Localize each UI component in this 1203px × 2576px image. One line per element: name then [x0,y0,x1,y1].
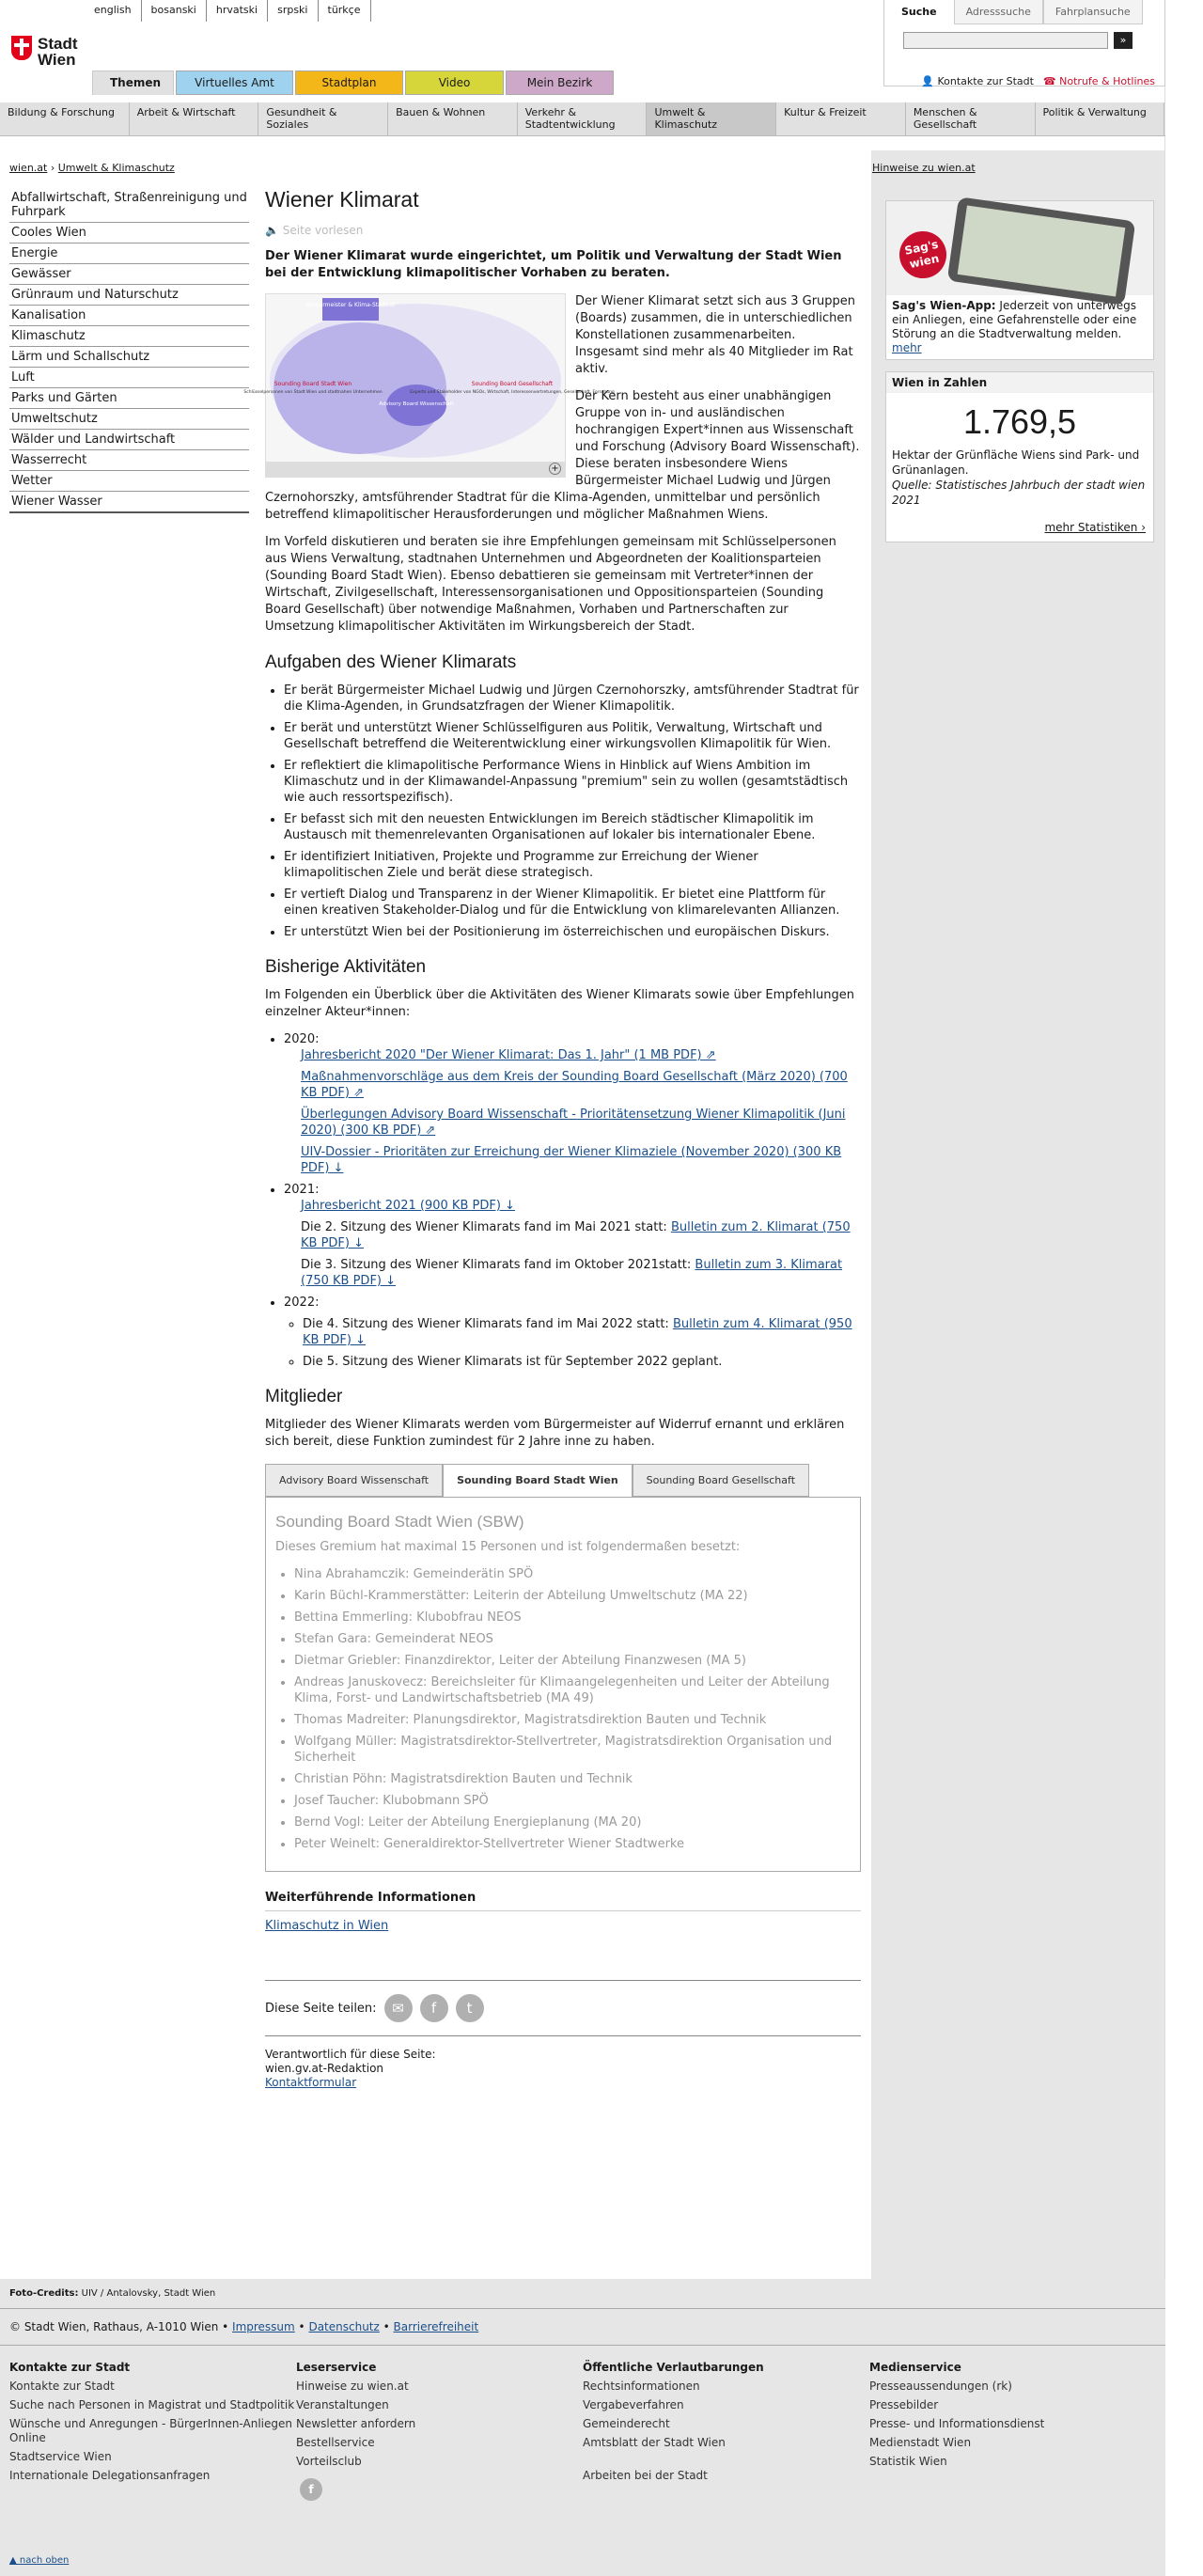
footer-col-title: Leserservice [296,2361,377,2374]
doc-link[interactable]: UIV-Dossier - Prioritäten zur Erreichung der Wiener Klimaziele (November 2020) (300 KB PDF) ↓ [301,1145,842,1175]
photo-credits [0,2279,1165,2309]
datenschutz-link[interactable]: Datenschutz [308,2320,380,2333]
session-4 [303,1316,861,1348]
tab-mein-bezirk[interactable]: Mein Bezirk [506,71,614,95]
doc-link[interactable]: Jahresbericht 2020 "Der Wiener Klimarat: Das 1. Jahr" (1 MB PDF) ⇗ [301,1048,716,1062]
year-label: 2022: [284,1296,320,1310]
list-item: • Er berät Bürgermeister Michael Ludwig und Jürgen Czernohorszky, amtsführender Stadtrat für die Klima-Agenden, in Grundsatzfragen der Wiener Klimapolitik. [284,683,861,715]
leftnav-item[interactable]: Umweltschutz [9,409,249,430]
nav-verkehr[interactable]: Verkehr & Stadtentwicklung [518,102,648,135]
kontakte-label: Kontakte zur Stadt [937,75,1034,87]
leftnav-item[interactable]: Wälder und Landwirtschaft [9,430,249,450]
footer-col-kontakte [9,2361,296,2505]
copyright-text: © Stadt Wien, Rathaus, A-1010 Wien • [9,2320,229,2333]
list-item: • Er vertieft Dialog und Transparenz in der Wiener Klimapolitik. Er bietet eine Plattform für einen kreativen Stakeholder-Dialog und für die Entwicklung von klimarelevanten Allianzen. [284,887,861,919]
panel-title: Sounding Board Stadt Wien (SBW) [275,1513,524,1531]
vorlesen-label: Seite vorlesen [282,224,364,237]
search-tab-fahrplansuche[interactable]: Fahrplansuche [1043,0,1143,24]
footer-spacer [583,2455,869,2464]
footer-link[interactable]: Vergabeverfahren [583,2398,684,2411]
list-item: • Er unterstützt Wien bei der Positionierung im österreichischen und europäischen Diskurs. [284,924,861,940]
breadcrumb-current[interactable]: Umwelt & Klimaschutz [57,162,175,174]
member-item: • Stefan Gara: Gemeinderat NEOS [294,1631,851,1647]
responsible-name: wien.gv.at-Redaktion [265,2062,384,2075]
tab-sounding-board-stadt[interactable]: Sounding Board Stadt Wien [443,1464,633,1497]
search-go-button[interactable]: » [1114,32,1133,49]
copyright-bar: © Stadt Wien, Rathaus, A-1010 Wien • Impressum • Datenschutz • Barrierefreiheit [0,2309,1165,2346]
nav-menschen[interactable]: Menschen & Gesellschaft [906,102,1036,135]
member-item: • Wolfgang Müller: Magistratsdirektor-Stellvertreter, Magistratsdirektion Organisation und Sicherheit [294,1734,851,1766]
right-column [885,200,1154,554]
year-2021 [284,1182,861,1289]
zoom-icon[interactable]: + [549,463,561,475]
list-item: • Er reflektiert die klimapolitische Performance Wiens in Hinblick auf Wiens Ambition im Klimaschutz und in der Klimawandel-Anpassung "premium" sein zu wollen (gesamtstädtisch wie auch ressortspezifisch). [284,758,861,806]
search-box [883,0,1165,86]
impressum-link[interactable]: Impressum [232,2320,295,2333]
footer-link[interactable]: Presseaussendungen (rk) [869,2380,1012,2393]
year-2020 [284,1031,861,1176]
list-item: • Er identifiziert Initiativen, Projekte und Programme zur Erreichung der Wiener klimapolitischen Ziele und berät diese strategisch. [284,849,861,881]
leftnav-item[interactable]: Grünraum und Naturschutz [9,285,249,306]
diagram-text-sbg: Experts und Stakeholder von NGOs, Wirtschaft, Interessenvertretungen, Gesellschaft, Forschung [410,390,615,395]
language-bar [85,0,371,22]
footer-col-title: Öffentliche Verlautbarungen [583,2361,764,2374]
leftnav-item[interactable]: Wasserrecht [9,450,249,471]
footer-link[interactable]: Hinweise zu wien.at [296,2380,409,2393]
wien-in-zahlen-box [885,371,1154,542]
activities-list [284,1031,861,1370]
breadcrumb-home[interactable]: wien.at [9,162,48,174]
footer-col-title: Medienservice [869,2361,961,2374]
heading-bisherige-aktivitaeten: Bisherige Aktivitäten [265,957,427,977]
tab-sounding-board-gesellschaft[interactable]: Sounding Board Gesellschaft [633,1464,809,1497]
speaker-icon: 🔈 [265,224,279,237]
leftnav-item[interactable]: Kanalisation [9,306,249,326]
nav-umwelt[interactable]: Umwelt & Klimaschutz [647,102,776,135]
search-tab-adresssuche[interactable]: Adresssuche [954,0,1043,24]
member-item: • Bettina Emmerling: Klubobfrau NEOS [294,1610,851,1626]
stadt-wien-logo[interactable] [11,36,78,68]
member-item: • Christian Pöhn: Magistratsdirektion Bauten und Technik [294,1771,851,1787]
logo-line-1: Stadt [38,35,78,53]
nav-bauen[interactable]: Bauen & Wohnen [388,102,518,135]
leftnav-item[interactable]: Luft [9,368,249,388]
lang-bosanski[interactable]: bosanski [142,0,207,22]
footer-link[interactable]: Bestellservice [296,2436,375,2449]
tab-stadtplan[interactable]: Stadtplan [295,71,403,95]
leftnav-item[interactable]: Energie [9,243,249,264]
list-item: • Er berät und unterstützt Wiener Schlüsselfiguren aus Politik, Verwaltung, Wirtschaft und Gesellschaft betreffend die Weiterentwicklung einer wirkungsvollen Klimapolitik für Wien. [284,720,861,752]
doc-link[interactable]: Überlegungen Advisory Board Wissenschaft - Prioritätensetzung Wiener Klimapolitik (Juni 2020) (300 KB PDF) ⇗ [301,1107,846,1138]
search-tab-suche[interactable]: Suche [884,0,954,24]
lead-text: Der Wiener Klimarat wurde eingerichtet, um Politik und Verwaltung der Stadt Wien bei der Entwicklung klimapolitischer Vorhaben zu beraten. [265,249,842,280]
leftnav-item[interactable]: Gewässer [9,264,249,285]
sags-wien-desc: Jederzeit von unterwegs ein Anliegen, eine Gefahrenstelle oder eine Störung an die Stadtverwaltung melden. [892,299,1137,340]
diagram-text-sbw: Schlüsselpersonen von Stadt Wien und stadtnahen Unternehmen [243,390,383,395]
kontaktformular-link[interactable]: Kontaktformular [265,2076,357,2089]
footer-col-verlautbarungen [583,2361,869,2505]
intro-paragraph-2: Der Kern besteht aus einer unabhängigen Gruppe von in- und ausländischen hochrangigen Expert*innen aus Wissenschaft und Forschung (Advisory Board Wissenschaft). Diese beraten insbesondere Wiens Bürgermeister Michael Ludwig und Jürgen Czernohorszky, amtsführender Stadtrat für die Klima-Agenden, unmittelbar und persönlich betreffend klimapolitischer Herausforderungen und möglicher Maßnahmen Wiens. [265,389,860,522]
tab-video[interactable]: Video [405,71,504,95]
header [0,0,1164,150]
diagram-label-sbw: Sounding Board Stadt Wien [273,381,352,387]
year-2022 [284,1295,861,1370]
page-title: Wiener Klimarat [265,187,419,212]
member-item: • Peter Weinelt: Generaldirektor-Stellvertreter Wiener Stadtwerke [294,1836,851,1852]
heading-aufgaben: Aufgaben des Wiener Klimarats [265,652,517,672]
notrufe-link[interactable] [1043,75,1155,87]
footer-link[interactable]: Vorteilsclub [296,2455,362,2468]
doc-link[interactable]: Bulletin zum 2. Klimarat (750 KB PDF) ↓ [301,1220,851,1250]
main-content [243,183,861,2090]
footer-link[interactable]: Veranstaltungen [296,2398,389,2411]
footer-link[interactable]: Gemeinderecht [583,2417,670,2430]
footer-columns [0,2346,1165,2515]
session-text: Die 4. Sitzung des Wiener Klimarats fand im Mai 2022 statt: [303,1317,673,1331]
main-navigation [0,102,1165,136]
leftnav-item[interactable]: Klimaschutz [9,326,249,347]
doc-link[interactable]: Maßnahmenvorschläge aus dem Kreis der Sounding Board Gesellschaft (März 2020) (700 KB PDF) ⇗ [301,1070,848,1100]
footer-link[interactable]: Presse- und Informationsdienst [869,2417,1045,2430]
sags-wien-text [886,295,1153,359]
lang-srpski[interactable]: srpski [268,0,318,22]
intro-paragraph-1: Der Wiener Klimarat setzt sich aus 3 Gruppen (Boards) zusammen, die in unterschiedlichen Konstellationen zusammenarbeiten. Insgesamt sind mehr als 40 Mitglieder im Rat aktiv. [575,294,856,376]
tab-themen[interactable]: Themen [92,71,174,95]
footer-link[interactable]: Rechtsinformationen [583,2380,700,2393]
vorlesen-button[interactable] [265,224,861,237]
zahlen-title: Wien in Zahlen [886,372,1153,393]
tab-virtuelles-amt[interactable]: Virtuelles Amt [176,71,293,95]
footer-link[interactable]: Suche nach Personen in Magistrat und Stadtpolitik [9,2398,295,2411]
facebook-icon[interactable]: f [300,2478,322,2501]
facebook-icon[interactable]: f [420,1994,448,2022]
logo-line-2: Wien [38,51,76,69]
left-navigation [9,188,249,513]
hinweise-link[interactable]: Hinweise zu wien.at [872,162,976,174]
footer-col-leserservice [296,2361,583,2505]
footer-link[interactable]: Amtsblatt der Stadt Wien [583,2436,726,2449]
lang-turkce[interactable]: türkçe [319,0,371,22]
theme-tabs [92,71,614,95]
credits-label: Foto-Credits: [9,2288,79,2299]
kontakte-link[interactable] [921,75,1034,87]
nav-gesundheit[interactable]: Gesundheit & Soziales [258,102,388,135]
panel-intro: Dieses Gremium hat maximal 15 Personen und ist folgendermaßen besetzt: [275,1540,741,1554]
member-item: • Andreas Januskovecz: Bereichsleiter für Klimaangelegenheiten und Leiter der Abteilung Klima, Forst- und Landwirtschaftsbetrieb (MA 49) [294,1674,851,1706]
footer-link[interactable]: Wünsche und Anregungen - BürgerInnen-Anliegen Online [9,2417,292,2444]
member-item: • Nina Abrahamczik: Gemeinderätin SPÖ [294,1566,851,1582]
share-bar [265,1980,861,2022]
session-5: ◦ Die 5. Sitzung des Wiener Klimarats ist für September 2022 geplant. [303,1354,861,1370]
leftnav-item[interactable]: Wiener Wasser [9,492,249,513]
leftnav-item[interactable]: Cooles Wien [9,223,249,243]
footer-link[interactable]: Stadtservice Wien [9,2450,112,2463]
sags-wien-more-link[interactable]: mehr [892,341,922,354]
year-label: 2021: [284,1183,320,1197]
search-input[interactable] [903,32,1108,49]
footer-col-title: Kontakte zur Stadt [9,2361,131,2374]
leftnav-item[interactable]: Abfallwirtschaft, Straßenreinigung und Fuhrpark [9,188,249,223]
session-2 [301,1219,861,1251]
share-label: Diese Seite teilen: [265,2001,377,2016]
footer-link[interactable]: Statistik Wien [869,2455,947,2468]
diagram-label-sbg: Sounding Board Gesellschaft [471,381,554,387]
wien-shield-icon [11,36,32,60]
breadcrumb: wien.at › Umwelt & Klimaschutz [9,162,175,174]
mitglieder-text: Mitglieder des Wiener Klimarats werden vom Bürgermeister auf Widerruf ernannt und erklären sich bereit, diese Funktion zumindest für 2 Jahre inne zu haben. [265,1418,845,1449]
member-item: • Dietmar Griebler: Finanzdirektor, Leiter der Abteilung Finanzwesen (MA 5) [294,1653,851,1669]
mail-icon[interactable]: ✉ [384,1994,413,2022]
responsible-label: Verantwortlich für diese Seite: [265,2048,436,2061]
member-item: • Thomas Madreiter: Planungsdirektor, Magistratsdirektion Bauten und Technik [294,1712,851,1728]
session-3 [301,1257,861,1289]
diagram-label-advisory: Advisory Board Wissenschaft [379,401,454,407]
mehr-statistiken-link[interactable]: mehr Statistiken › [1044,521,1146,534]
person-icon: 👤 [921,75,934,87]
doc-link[interactable]: Jahresbericht 2021 (900 KB PDF) ↓ [301,1199,515,1213]
nav-politik[interactable]: Politik & Verwaltung [1036,102,1165,135]
members-tabpanel [265,1497,861,1872]
klimarat-diagram[interactable] [243,293,615,478]
member-item: • Bernd Vogl: Leiter der Abteilung Energieplanung (MA 20) [294,1814,851,1830]
footer-link[interactable]: Arbeiten bei der Stadt [583,2469,708,2482]
credits-text: UIV / Antalovsky, Stadt Wien [78,2288,216,2299]
footer-link[interactable]: Medienstadt Wien [869,2436,972,2449]
list-item: • Er befasst sich mit den neuesten Entwicklungen im Bereich städtischer Klimapolitik im Austausch mit themenrelevanten Organisationen auf lokaler bis internationaler Ebene. [284,811,861,843]
lang-hrvatski[interactable]: hrvatski [207,0,268,22]
back-to-top-link[interactable]: ▲ nach oben [9,2555,70,2566]
aufgaben-list [284,683,861,940]
footer-link[interactable]: Pressebilder [869,2398,939,2411]
nav-arbeit[interactable]: Arbeit & Wirtschaft [130,102,259,135]
sags-wien-badge: Sag's wien [895,227,950,282]
doc-link[interactable]: Bulletin zum 3. Klimarat (750 KB PDF) ↓ [301,1258,843,1288]
bisher-intro: Im Folgenden ein Überblick über die Aktivitäten des Wiener Klimarats sowie über Empfehlungen einzelner Akteur*innen: [265,988,854,1019]
notrufe-label: Notrufe & Hotlines [1059,75,1155,87]
further-info-heading: Weiterführende Informationen [265,1891,861,1911]
phone-icon: ☎ [1042,75,1056,87]
leftnav-item[interactable]: Parks und Gärten [9,388,249,409]
footer-link[interactable]: Kontakte zur Stadt [9,2380,115,2393]
footer [0,2279,1165,2576]
sags-wien-app-image[interactable] [886,201,1153,295]
sags-wien-title: Sag's Wien-App: [892,299,996,312]
session-text: Die 3. Sitzung des Wiener Klimarats fand im Oktober 2021statt: [301,1258,695,1272]
session-text: Die 2. Sitzung des Wiener Klimarats fand im Mai 2021 statt: [301,1220,671,1234]
zahlen-source: Quelle: Statistisches Jahrbuch der stadt wien 2021 [892,479,1146,507]
zahlen-number: 1.769,5 [962,402,1077,441]
footer-link[interactable]: Internationale Delegationsanfragen [9,2469,211,2482]
sags-wien-box [885,200,1154,360]
nav-kultur[interactable]: Kultur & Freizeit [776,102,906,135]
lang-english[interactable]: english [85,0,142,22]
leftnav-item[interactable]: Wetter [9,471,249,492]
zahlen-text: Hektar der Grünfläche Wiens sind Park- und Grünanlagen. [892,448,1140,477]
responsible-section [265,2035,861,2090]
leftnav-item[interactable]: Lärm und Schallschutz [9,347,249,368]
klimarat-diagram-svg [243,294,615,462]
member-item: • Josef Taucher: Klubobmann SPÖ [294,1793,851,1809]
year-label: 2020: [284,1032,320,1046]
tab-advisory-board[interactable]: Advisory Board Wissenschaft [265,1464,443,1497]
diagram-label-buergermeister: Bürgermeister & Klima-Stadtrat [305,302,396,308]
member-item: • Karin Büchl-Krammerstätter: Leiterin der Abteilung Umweltschutz (MA 22) [294,1588,851,1604]
barrierefreiheit-link[interactable]: Barrierefreiheit [393,2320,479,2333]
intro-paragraph-3: Im Vorfeld diskutieren und beraten sie ihre Empfehlungen gemeinsam mit Schlüsselpersonen aus Wiens Verwaltung, stadtnahen Unternehmen und Abgeordneten der Koalitionsparteien (Sounding Board Stadt Wien). Ebenso debattieren sie gemeinsam mit Vertreter*innen der Wirtschaft, Zivilgesellschaft, Interessensorganisationen und Oppositionsparteien (Sounding Board Gesellschaft) über notwendige Maßnahmen, Vorhaben und Partnerschaften zur Umsetzung klimapolitischer Aktivitäten im Wirkungsbereich der Stadt. [265,535,836,634]
footer-link[interactable]: Newsletter anfordern [296,2417,416,2430]
heading-mitglieder: Mitglieder [265,1387,343,1406]
klimaschutz-link[interactable]: Klimaschutz in Wien [265,1919,389,1933]
doc-link[interactable]: Bulletin zum 4. Klimarat (950 KB PDF) ↓ [303,1317,852,1347]
members-tabs [265,1464,861,1497]
nav-bildung[interactable]: Bildung & Forschung [0,102,130,135]
footer-col-medienservice [869,2361,1156,2505]
twitter-icon[interactable]: t [456,1994,484,2022]
